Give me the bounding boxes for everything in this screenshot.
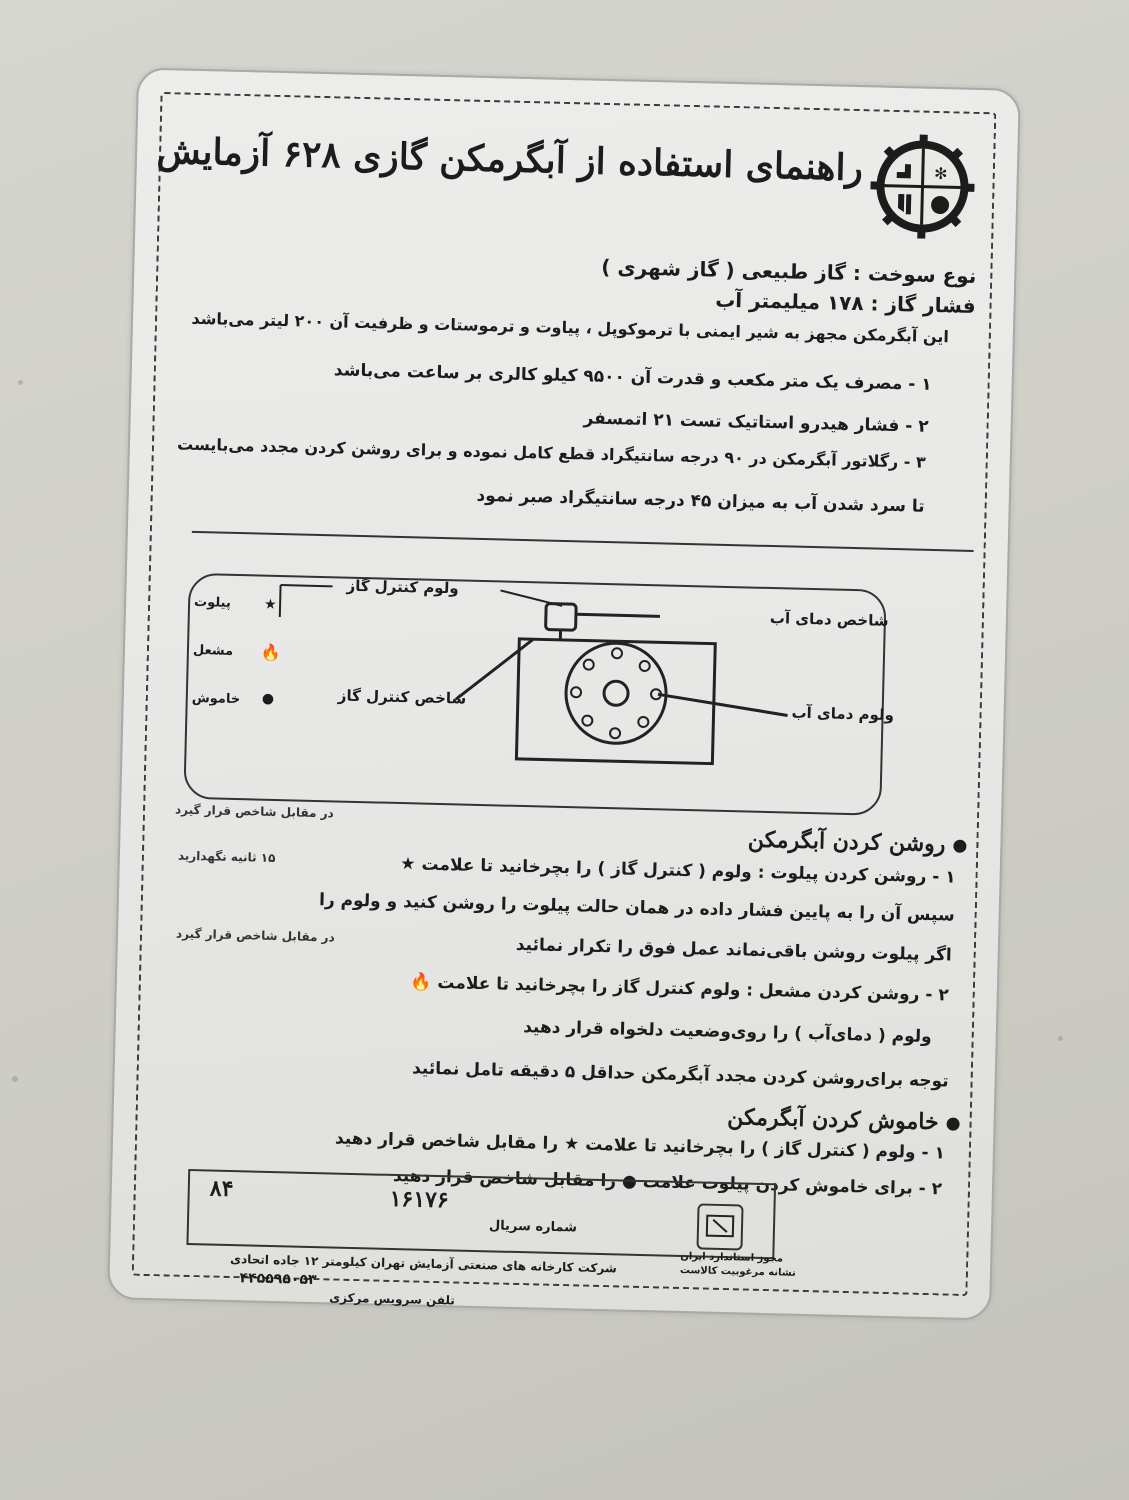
phone-number: ۴۴۵۵۹۵۰۵۳ [239, 1270, 317, 1289]
legend-off: خاموش [191, 690, 241, 708]
turn-on-step-1: ۱ - روشن کردن پیلوت : ولوم ( کنترل گاز ) را بچرخانید تا علامت ★ [400, 854, 956, 888]
divider [192, 531, 974, 552]
turn-on-step-2: ۲ - روشن کردن مشعل : ولوم کنترل گاز را بچرخانید تا علامت 🔥 [410, 972, 949, 1006]
instruction-sticker [107, 67, 1021, 1320]
bullet-icon [953, 839, 966, 852]
temp-indicator-label: شاخص دمای آب [769, 609, 889, 630]
turn-off-step-2: ۲ - برای خاموش کردن پیلوت علامت ● را مقابل شاخص قرار دهید [392, 1165, 943, 1200]
standard-mark-icon [699, 1205, 742, 1248]
star-icon: ★ [563, 1134, 580, 1155]
spec-item-3: ۳ - رگلاتور آبگرمکن در ۹۰ درجه سانتیگراد قطع کامل نموده و برای روشن کردن مجدد می‌بایست [176, 434, 927, 472]
hold-seconds-note: ۱۵ ثانیه نگهدارید [177, 848, 276, 865]
serial-label: شماره سریال [488, 1218, 578, 1236]
turn-on-repeat-note: اگر پیلوت روشن باقی‌نماند عمل فوق را تکرار نمائید [515, 934, 952, 966]
star-icon: ★ [263, 596, 277, 613]
off-dot-icon: ● [621, 1171, 638, 1192]
turn-on-step-1b: سپس آن را به پایین فشار داده در همان حالت پیلوت را روشن کنید و ولوم را [318, 890, 955, 926]
off-dot-icon: ● [261, 690, 275, 707]
gas-indicator-label: شاخص کنترل گاز [337, 686, 467, 708]
dashed-frame [132, 92, 997, 1296]
legend-pilot: پیلوت [193, 594, 232, 611]
company-gear-logo-icon [869, 133, 976, 240]
spec-item-2: ۲ - فشار هیدرو استاتیک تست ۲۱ اتمسفر [583, 408, 929, 437]
service-phone-label: تلفن سرویس مرکزی [329, 1290, 456, 1308]
restart-wait-note: توجه برای‌روشن کردن مجدد آبگرمکن حداقل ۵ دقیقه تامل نمائید [411, 1058, 949, 1092]
fuel-type: نوع سوخت : گاز طبیعی ( گاز شهری ) [601, 254, 977, 288]
turn-on-heading: روشن کردن آبگرمکن [748, 827, 967, 858]
safety-note: این آبگرمکن مجهز به شیر ایمنی با ترموکوپل ، پیاوت و ترموستات و ظرفیت آن ۲۰۰ لیتر می‌باشد [191, 308, 950, 347]
page-title: راهنمای استفاده از آبگرمکن گازی ۶۲۸ آزمایش [156, 129, 864, 190]
gas-valve-label: ولوم کنترل گاز [346, 576, 459, 598]
star-icon: ★ [400, 854, 416, 875]
quality-caption: نشانه مرغوبیت کالاست [679, 1265, 796, 1279]
serial-box [186, 1169, 776, 1259]
serial-number: ۱۶۱۷۶ [389, 1185, 450, 1214]
svg-text:✻: ✻ [933, 163, 948, 184]
turn-off-heading: خاموش کردن آبگرمکن [727, 1104, 960, 1136]
company-address: شرکت کارخانه های صنعتی آزمایش تهران کیلومتر ۱۲ جاده اتحادی [229, 1252, 617, 1276]
gas-pressure: فشار گاز : ۱۷۸ میلیمتر آب [714, 287, 976, 318]
turn-on-step-2b: ولوم ( دمای‌آب ) را روی‌وضعیت دلخواه قرار دهید [522, 1017, 932, 1048]
temp-valve-label: ولوم دمای آب [791, 703, 895, 725]
flame-icon: 🔥 [410, 972, 432, 993]
control-panel-diagram [183, 573, 895, 816]
flame-icon: 🔥 [260, 642, 282, 663]
iran-standard-logo-icon [696, 1203, 743, 1250]
burner-margin-note: در مقابل شاخص قرار گیرد [175, 926, 335, 945]
year-value: ۸۴ [209, 1175, 234, 1203]
standard-caption: مجوز استاندارد ایران [680, 1251, 784, 1265]
turn-on-margin-note: در مقابل شاخص قرار گیرد [174, 802, 334, 821]
spec-item-1: ۱ - مصرف یک متر مکعب و قدرت آن ۹۵۰۰ کیلو کالری بر ساعت می‌باشد [333, 360, 932, 395]
bullet-icon [946, 1117, 959, 1130]
legend-burner: مشعل [192, 642, 234, 659]
spec-item-3-cont: تا سرد شدن آب به میزان ۴۵ درجه سانتیگراد صبر نمود [476, 485, 925, 517]
turn-off-step-1: ۱ - ولوم ( کنترل گاز ) را بچرخانید تا علامت ★ را مقابل شاخص قرار دهید [334, 1128, 946, 1164]
